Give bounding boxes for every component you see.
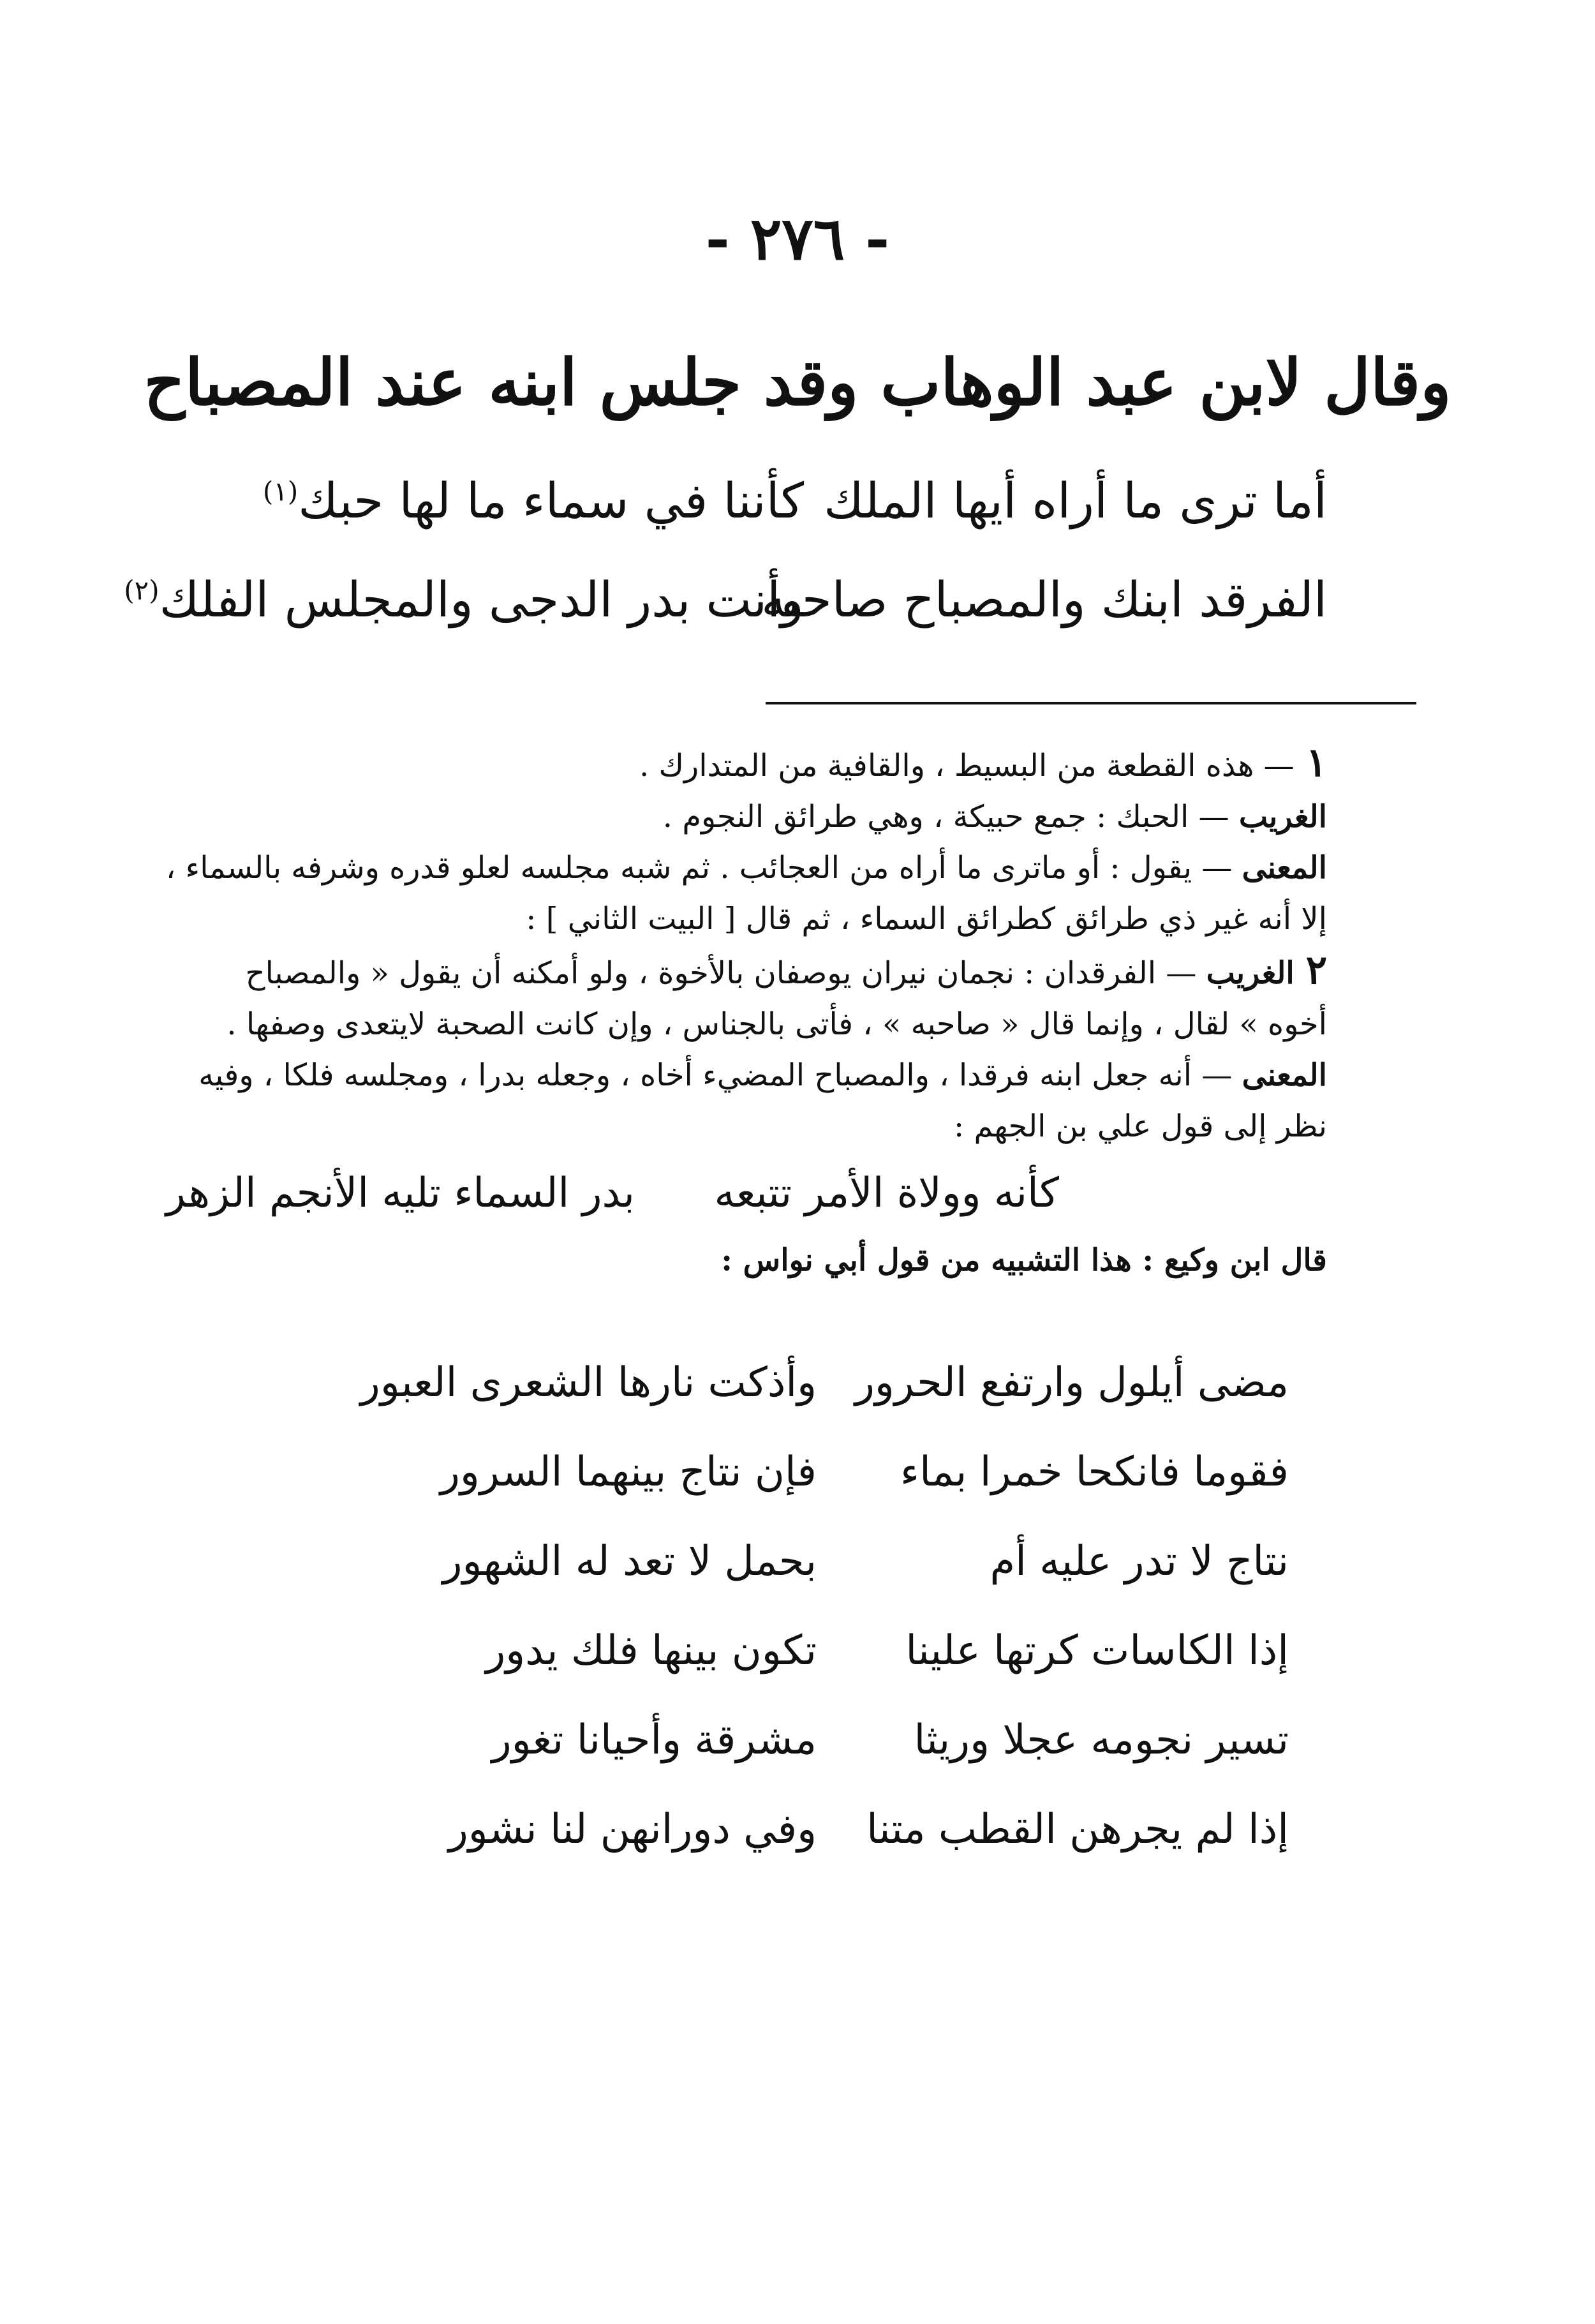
note-1-mana-cont: إلا أنه غير ذي طرائق كطرائق السماء ، ثم قال [ البيت الثاني ] : (526, 901, 1327, 937)
note-1-number: ١ (1305, 739, 1327, 786)
mana-label-2: المعنى (1242, 1057, 1327, 1093)
gharib-label: الغريب (1238, 799, 1327, 835)
lower-verse-2 (357, 1449, 1289, 1538)
lower-verse-1 (357, 1359, 1289, 1449)
note-2-gharib-cont: أخوه » لقال ، وإنما قال « صاحبه » ، فأتى بالجناس ، وإن كانت الصحبة لايتعدى وصفها . (226, 1006, 1327, 1042)
verse-2 (124, 571, 1327, 670)
lower-verse-3-second: بحمل لا تعد له الشهور (442, 1538, 817, 1585)
lower-verse-6 (357, 1806, 1289, 1895)
lower-verse-6-second: وفي دورانهن لنا نشور (448, 1806, 817, 1853)
verse-1-second-hemistich (242, 472, 804, 529)
note-1-gharib (64, 791, 1327, 842)
lower-verse-5-second: مشرقة وأحيانا تغور (491, 1717, 817, 1764)
verse-2-second-text: وأنت بدر الدجى والمجلس الفلك (159, 571, 804, 628)
lower-verse-1-second: وأذكت نارها الشعرى العبور (360, 1359, 817, 1406)
verse-1 (242, 472, 1327, 571)
ibn-wakee-line: قال ابن وكيع : هذا التشبيه من قول أبي نواس : (721, 1242, 1327, 1278)
footnote-marker-2: (٢) (124, 574, 160, 606)
lower-verse-3-first: نتاج لا تدر عليه أم (990, 1538, 1289, 1585)
note-2-mana-text-a: — أنه جعل ابنه فرقدا ، والمصباح المضيء أخاه ، وجعله بدرا ، ومجلسه فلكا ، وفيه (198, 1057, 1233, 1093)
note-2-mana-cont: نظر إلى قول علي بن الجهم : (954, 1108, 1327, 1144)
verse-2-first-hemistich: الفرقد ابنك والمصباح صاحبه (761, 571, 1327, 628)
footnote-marker-1: (١) (262, 475, 299, 507)
note-1-gharib-text: — الحبك : جمع حبيكة ، وهي طرائق النجوم . (662, 799, 1229, 835)
lower-verse-1-first: مضى أيلول وارتفع الحرور (854, 1359, 1289, 1406)
main-poem (124, 472, 1327, 670)
lower-verse-4-first: إذا الكاسات كرتها علينا (905, 1627, 1289, 1674)
lower-verse-6-first: إذا لم يجرهن القطب متنا (866, 1806, 1289, 1853)
note-2-mana (64, 1050, 1327, 1101)
note-1-intro (64, 737, 1327, 791)
lower-verse-3 (357, 1538, 1289, 1627)
lower-verse-5-first: تسير نجومه عجلا وريثا (914, 1717, 1289, 1764)
verse-2-second-hemistich (124, 571, 804, 628)
note-2-number: ٢ (1305, 946, 1327, 993)
footnote-divider (766, 702, 1416, 704)
note-2-gharib-text-a: — الفرقدان : نجمان نيران يوصفان بالأخوة ، ولو أمكنه أن يقول « والمصباح (245, 955, 1197, 991)
verse-1-first-hemistich: أما ترى ما أراه أيها الملك (824, 472, 1327, 529)
lower-verse-5 (357, 1717, 1289, 1806)
quoted-verse-first: كأنه وولاة الأمر تتبعه (714, 1170, 1059, 1217)
abu-nuwas-poem (357, 1359, 1289, 1895)
verse-1-second-text: كأننا في سماء ما لها حبك (298, 472, 804, 529)
footnotes (64, 737, 1327, 1286)
note-1-mana-text-a: — يقول : أو ماترى ما أراه من العجائب . ثم شبه مجلسه لعلو قدره وشرفه بالسماء ، (165, 850, 1233, 886)
quoted-verse-second: بدر السماء تليه الأنجم الزهر (166, 1170, 635, 1217)
page-number: - ٢٧٦ - (705, 204, 890, 273)
lower-verse-2-second: فإن نتاج بينهما السرور (440, 1449, 817, 1496)
note-1-meter: — هذه القطعة من البسيط ، والقافية من المتدارك . (639, 748, 1295, 784)
mana-label: المعنى (1242, 850, 1327, 886)
gharib-label-2: الغريب (1206, 955, 1295, 991)
note-2-gharib (64, 944, 1327, 999)
poem-title: وقال لابن عبد الوهاب وقد جلس ابنه عند المصباح (144, 345, 1451, 420)
note-1-mana (64, 842, 1327, 893)
lower-verse-2-first: فقوما فانكحا خمرا بماء (900, 1449, 1289, 1496)
quoted-verse-ibn-jahm (166, 1152, 1059, 1235)
lower-verse-4 (357, 1627, 1289, 1717)
lower-verse-4-second: تكون بينها فلك يدور (486, 1627, 817, 1674)
